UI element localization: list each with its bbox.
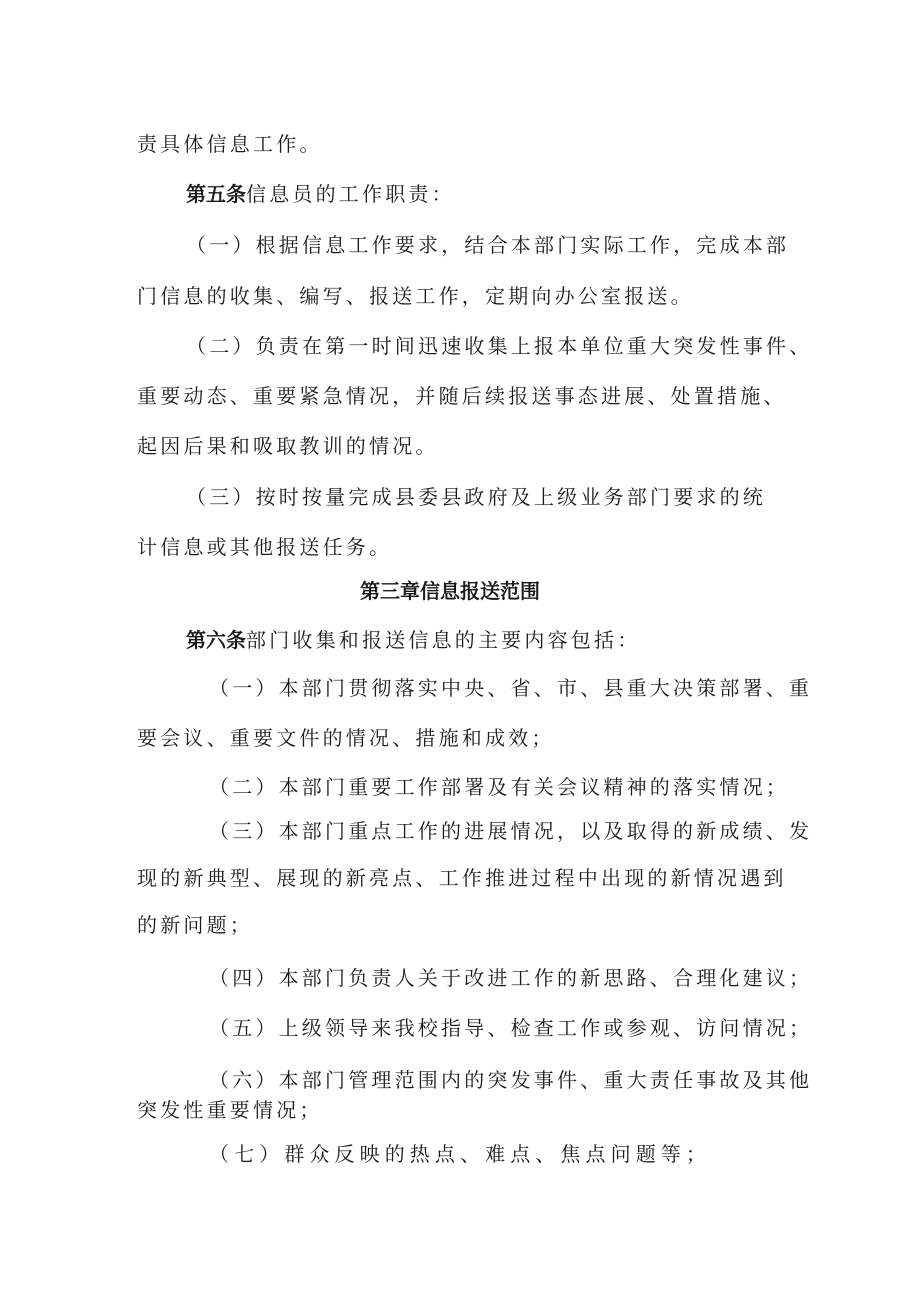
text-line: （二）负责在第一时间迅速收集上报本单位重大突发性事件、: [186, 334, 813, 358]
text-line: （五）上级领导来我校指导、检查工作或参观、访问情况；: [209, 1016, 813, 1040]
text-line: （一）根据信息工作要求，结合本部门实际工作，完成本部: [186, 233, 790, 257]
text-line: 突发性重要情况；: [137, 1098, 323, 1122]
text-line: 重要动态、重要紧急情况，并随后续报送事态进展、处置措施、: [137, 384, 787, 408]
text-line: 现的新典型、展现的新亮点、工作推进过程中出现的新情况遇到: [137, 866, 787, 890]
article-5: [186, 181, 455, 207]
article-5-text: 信息员的工作职责：: [246, 182, 455, 206]
text-line: （六）本部门管理范围内的突发事件、重大责任事故及其他: [209, 1068, 813, 1092]
text-line: （二）本部门重要工作部署及有关会议精神的落实情况；: [209, 775, 789, 799]
text-line: 责具体信息工作。: [137, 132, 323, 156]
text-line: 起因后果和吸取教训的情况。: [137, 434, 439, 458]
article-5-heading: 第五条: [186, 182, 246, 206]
text-line: （一）本部门贯彻落实中央、省、市、县重大决策部署、重: [209, 676, 813, 700]
article-6-heading: 第六条: [186, 628, 246, 652]
text-line: （四）本部门负责人关于改进工作的新思路、合理化建议；: [209, 966, 813, 990]
text-line: 门信息的收集、编写、报送工作，定期向办公室报送。: [137, 284, 694, 308]
text-line: （三）按时按量完成县委县政府及上级业务部门要求的统: [186, 485, 766, 509]
text-line: 的新问题；: [137, 913, 253, 937]
text-line: 计信息或其他报送任务。: [137, 535, 393, 559]
article-6-text: 部门收集和报送信息的主要内容包括：: [246, 628, 641, 652]
text-line: 要会议、重要文件的情况、措施和成效；: [137, 726, 555, 750]
article-6: [186, 627, 640, 653]
text-line: （三）本部门重点工作的进展情况，以及取得的新成绩、发: [209, 819, 813, 843]
text-line: （七）群众反映的热点、难点、焦点问题等；: [209, 1142, 711, 1166]
chapter-title: 第三章信息报送范围: [360, 579, 540, 603]
